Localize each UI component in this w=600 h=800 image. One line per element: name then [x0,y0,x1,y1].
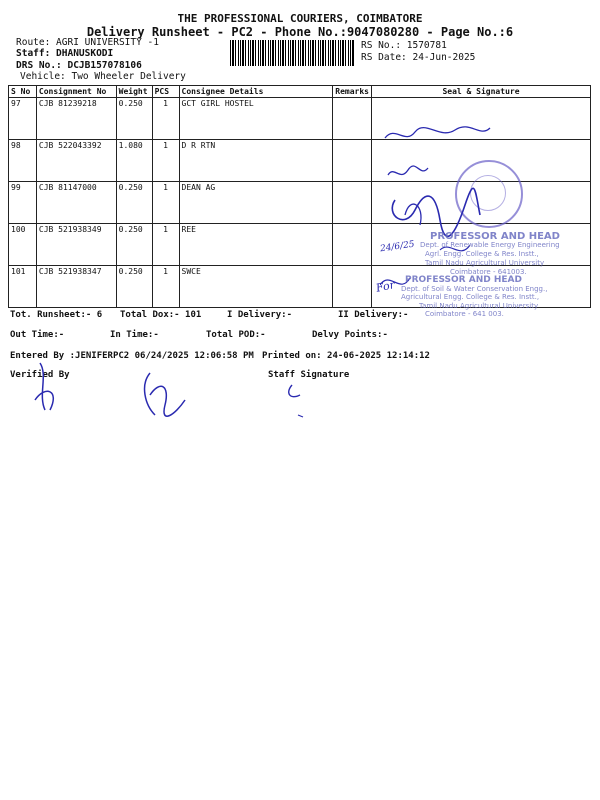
cell-consignee: GCT GIRL HOSTEL [179,98,333,140]
out-time: Out Time:- [10,330,65,340]
vehicle: Vehicle: Two Wheeler Delivery [20,71,186,82]
cell-remarks [333,224,372,266]
route: Route: AGRI UNIVERSITY -1 [16,37,159,48]
cell-remarks [333,266,372,308]
barcode [230,40,355,66]
table-header-row [9,86,591,98]
printed-on: Printed on: 24-06-2025 12:14:12 [262,351,430,361]
cell-consignment: CJB 81147000 [36,182,116,224]
cell-remarks [333,182,372,224]
cell-consignee: DEAN AG [179,182,333,224]
cell-remarks [333,98,372,140]
header-sno: S No [9,86,37,98]
in-time: In Time:- [110,330,159,340]
i-delivery: I Delivery:- [227,310,293,320]
delivery-points: Delvy Points:- [312,330,388,340]
cell-pcs: 1 [152,140,179,182]
handwritten-date: 24/6/25 [379,239,416,255]
verified-by: Verified By [10,370,70,380]
rs-number: RS No.: 1570781 [361,40,447,51]
staff-signature-label: Staff Signature [268,370,350,380]
cell-sno: 100 [9,224,37,266]
header-pcs: PCS [152,86,179,98]
cell-weight: 0.250 [116,266,152,308]
cell-pcs: 1 [152,266,179,308]
cell-weight: 0.250 [116,98,152,140]
cell-consignment: CJB 522043392 [36,140,116,182]
company-name: THE PROFESSIONAL COURIERS, COIMBATORE [177,12,423,25]
total-pod: Total POD:- [206,330,266,340]
stamp-professor-renewable: PROFESSOR AND HEAD Dept. of Renewable Energy Engineering Agrl. Engg. College & Res. Instt., Tamil Nadu Agricultural University Coimbatore - 641003. [420,231,560,276]
cell-consignment: CJB 81239218 [36,98,116,140]
cell-sno: 97 [9,98,37,140]
ii-delivery: II Delivery:- [338,310,409,320]
handwritten-for: For [374,278,397,295]
cell-weight: 1.080 [116,140,152,182]
cell-sno: 101 [9,266,37,308]
total-dox: Total Dox:- 101 [120,310,202,320]
cell-consignment: CJB 521938349 [36,224,116,266]
footer-signatures [20,355,320,425]
cell-weight: 0.250 [116,224,152,266]
entered-by: Entered By :JENIFERPC2 06/24/2025 12:06:58 PM [10,351,254,361]
header-consignee: Consignee Details [179,86,333,98]
rs-date: RS Date: 24-Jun-2025 [361,52,476,63]
cell-consignment: CJB 521938347 [36,266,116,308]
header-seal: Seal & Signature [371,86,590,98]
total-runsheet: Tot. Runsheet:- 6 [10,310,103,320]
cell-consignee: REE [179,224,333,266]
header-weight: Weight [116,86,152,98]
cell-pcs: 1 [152,98,179,140]
cell-pcs: 1 [152,224,179,266]
cell-weight: 0.250 [116,182,152,224]
cell-sno: 99 [9,182,37,224]
cell-remarks [333,140,372,182]
stamp-professor-soil: PROFESSOR AND HEAD Dept. of Soil & Water Conservation Engg., Agricultural Engg. College & Res. Instt., Tamil Nadu Agricultural University Coimbatore - 641 003. [401,275,548,318]
header-consignment: Consignment No [36,86,116,98]
cell-consignee: D R RTN [179,140,333,182]
cell-sno: 98 [9,140,37,182]
header-remarks: Remarks [333,86,372,98]
cell-pcs: 1 [152,182,179,224]
cell-consignee: SWCE [179,266,333,308]
drs-number: DRS No.: DCJB157078106 [16,60,142,71]
staff: Staff: DHANUSKODI [16,48,114,59]
runsheet-title: Delivery Runsheet - PC2 - Phone No.:9047080280 - Page No.:6 [86,25,514,39]
